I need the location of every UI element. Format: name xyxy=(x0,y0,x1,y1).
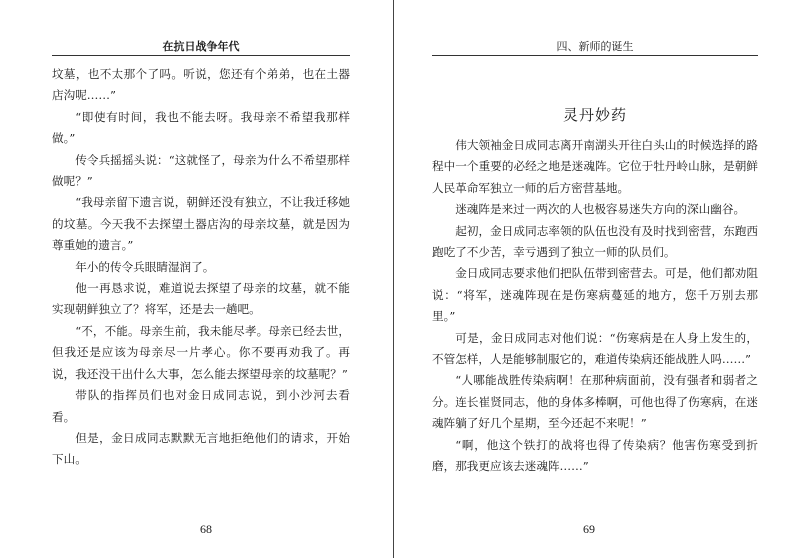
section-title: 灵丹妙药 xyxy=(562,106,627,124)
paragraph: 可是，金日成同志对他们说：“伤寒病是在人身上发生的，不管怎样，人是能够制服它的，难道传染病还能战胜人吗……” xyxy=(432,330,758,367)
left-page xyxy=(0,0,393,558)
paragraph: “不，不能。母亲生前，我未能尽孝。母亲已经去世，但我还是应该为母亲尽一片孝心。你不要再劝我了。再说，我还没干出什么大事，怎么能去探望母亲的坟墓呢？” xyxy=(52,323,350,381)
paragraph: “我母亲留下遗言说，朝鲜还没有独立，不让我迁移她的坟墓。今天我不去探望土器店沟的母亲坟墓，就是因为尊重她的遗言。” xyxy=(52,195,350,253)
running-header: 在抗日战争年代 xyxy=(162,40,240,53)
paragraph: “啊，他这个铁打的战将也得了传染病？他害伤寒受到折磨，那我更应该去迷魂阵……” xyxy=(432,437,758,474)
right-page xyxy=(394,0,787,558)
paragraph: 伟大领袖金日成同志离开南湖头开往白头山的时候选择的路程中一个重要的必经之地是迷魂阵。它位于牡丹岭山脉，是朝鲜人民革命军独立一师的后方密营基地。 xyxy=(432,138,758,195)
paragraph: “人哪能战胜传染病啊！在那种病面前，没有强者和弱者之分。连长崔贤同志，他的身体多棒啊，可他也得了伤寒病，在迷魂阵躺了好几个星期，至今还起不来呢！” xyxy=(432,373,758,431)
page-body xyxy=(52,64,350,471)
page-number: 69 xyxy=(583,522,595,536)
paragraph: 金日成同志要求他们把队伍带到密营去。可是，他们都劝阻说：“将军，迷魂阵现在是伤寒病蔓延的地方，您千万别去那里。” xyxy=(432,266,758,324)
paragraph: 起初，金日成同志率领的队伍也没有及时找到密营，东跑西跑吃了不少苦，幸亏遇到了独立一师的队员们。 xyxy=(432,223,758,260)
paragraph: 传令兵摇摇头说：“这就怪了，母亲为什么不希望那样做呢？” xyxy=(52,152,350,189)
paragraph: 带队的指挥员们也对金日成同志说，到小沙河去看看。 xyxy=(52,388,350,424)
page-number: 68 xyxy=(200,522,212,536)
page-body xyxy=(432,135,758,478)
paragraph: 他一再恳求说，难道说去探望了母亲的坟墓，就不能实现朝鲜独立了？将军，还是去一趟吧。 xyxy=(52,281,350,317)
running-header: 四、新师的诞生 xyxy=(556,40,634,53)
paragraph: 坟墓，也不太那个了吗。听说，您还有个弟弟，也在土器店沟呢……” xyxy=(52,67,350,103)
paragraph: “即使有时间，我也不能去呀。我母亲不希望我那样做。” xyxy=(52,109,350,146)
paragraph: 迷魂阵是来过一两次的人也极容易迷失方向的深山幽谷。 xyxy=(455,202,746,217)
header-rule xyxy=(52,55,350,56)
header-rule xyxy=(432,55,758,56)
paragraph: 但是，金日成同志默默无言地拒绝他们的请求，开始下山。 xyxy=(52,430,350,467)
paragraph: 年小的传令兵眼睛湿润了。 xyxy=(75,259,215,274)
